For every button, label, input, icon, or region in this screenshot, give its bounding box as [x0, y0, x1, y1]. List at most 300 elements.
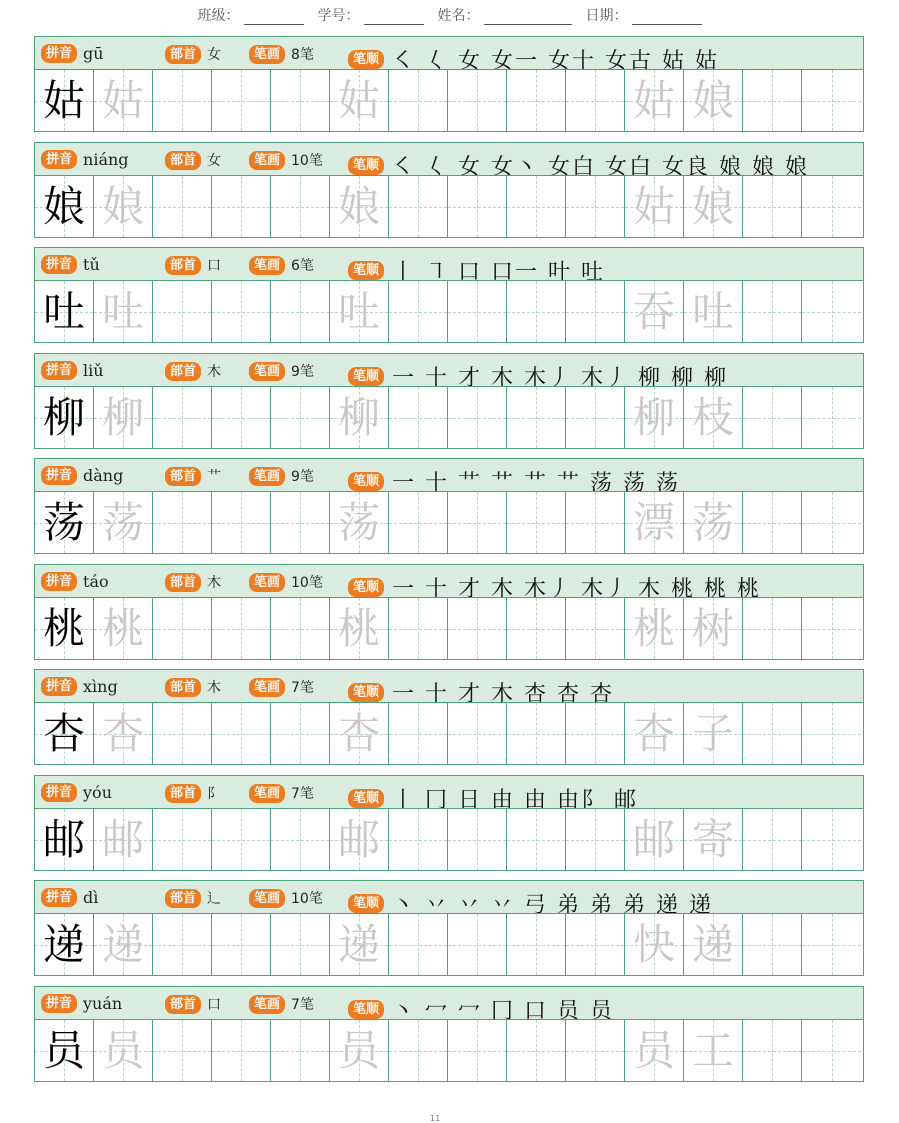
tianzige-row	[34, 491, 864, 554]
character-info-bar	[34, 353, 864, 391]
cell-guide-horizontal	[271, 312, 329, 313]
stroke-count-field	[249, 677, 314, 697]
practice-cell[interactable]	[507, 70, 566, 131]
practice-cell[interactable]	[153, 598, 212, 659]
trace-character: 姑	[337, 75, 380, 125]
cell-guide-horizontal	[743, 207, 801, 208]
practice-cell[interactable]	[507, 281, 566, 342]
pinyin-badge: 拼音	[41, 361, 77, 380]
cell-guide-horizontal	[448, 1051, 506, 1052]
stroke-count-value: 9笔	[291, 469, 314, 485]
cell-guide-horizontal	[271, 734, 329, 735]
cell-guide-horizontal	[566, 945, 624, 946]
word-character-1: 邮	[632, 814, 675, 864]
cell-guide-horizontal	[566, 629, 624, 630]
radical-value: 木	[207, 680, 222, 696]
practice-cell[interactable]	[566, 598, 625, 659]
practice-cell[interactable]	[566, 1020, 625, 1081]
practice-cell[interactable]	[271, 809, 330, 870]
practice-cell[interactable]	[566, 809, 625, 870]
practice-cell[interactable]	[153, 914, 212, 975]
practice-cell[interactable]	[35, 176, 94, 237]
pinyin-field	[41, 677, 118, 696]
cell-guide-horizontal	[389, 840, 447, 841]
radical-value: 女	[207, 153, 222, 169]
practice-cell[interactable]	[802, 1020, 861, 1081]
practice-cell[interactable]	[684, 809, 743, 870]
practice-cell[interactable]	[330, 598, 389, 659]
practice-cell[interactable]	[743, 703, 802, 764]
pinyin-value: yóu	[83, 783, 112, 802]
practice-cell[interactable]	[389, 598, 448, 659]
cell-guide-horizontal	[802, 840, 861, 841]
practice-cell[interactable]	[153, 1020, 212, 1081]
practice-cell[interactable]	[212, 809, 271, 870]
practice-cell[interactable]	[507, 809, 566, 870]
name-blank[interactable]	[484, 10, 572, 25]
practice-cell[interactable]	[684, 176, 743, 237]
practice-cell[interactable]	[271, 703, 330, 764]
radical-field	[165, 255, 221, 275]
radical-value: 木	[207, 575, 222, 591]
radical-field	[165, 44, 221, 64]
practice-cell[interactable]	[94, 281, 153, 342]
radical-field	[165, 466, 221, 486]
character-info-bar	[34, 669, 864, 707]
practice-cell[interactable]	[271, 387, 330, 448]
practice-cell[interactable]	[153, 703, 212, 764]
practice-cell[interactable]	[212, 703, 271, 764]
practice-cell[interactable]	[212, 70, 271, 131]
cell-guide-horizontal	[448, 312, 506, 313]
cell-guide-horizontal	[743, 101, 801, 102]
tianzige-row	[34, 69, 864, 132]
practice-cell[interactable]	[625, 809, 684, 870]
practice-cell[interactable]	[743, 809, 802, 870]
character-info-bar	[34, 142, 864, 180]
practice-cell[interactable]	[212, 492, 271, 553]
pinyin-badge: 拼音	[41, 150, 77, 169]
cell-guide-horizontal	[389, 629, 447, 630]
cell-guide-horizontal	[212, 418, 270, 419]
stroke-order-sequence: 一 十 才 木 木丿 木丿 柳 柳 柳	[392, 366, 728, 391]
radical-badge: 部首	[165, 784, 201, 803]
practice-cell[interactable]	[507, 914, 566, 975]
pinyin-value: táo	[83, 572, 109, 591]
practice-cell[interactable]	[271, 1020, 330, 1081]
practice-cell[interactable]	[271, 281, 330, 342]
practice-cell[interactable]	[153, 809, 212, 870]
practice-cell[interactable]	[743, 387, 802, 448]
stroke-count-field	[249, 888, 323, 908]
practice-cell[interactable]	[566, 281, 625, 342]
practice-cell[interactable]	[212, 914, 271, 975]
stroke-order-sequence: ㇛ 𡿨 女 女一 女十 女古 姑 姑	[392, 49, 719, 74]
word-character-2: 娘	[691, 181, 734, 231]
pinyin-badge: 拼音	[41, 677, 77, 696]
cell-guide-horizontal	[448, 840, 506, 841]
practice-cell[interactable]	[802, 703, 861, 764]
cell-guide-horizontal	[507, 101, 565, 102]
radical-field	[165, 361, 221, 381]
cell-guide-horizontal	[566, 312, 624, 313]
practice-cell[interactable]	[684, 598, 743, 659]
practice-cell[interactable]	[448, 281, 507, 342]
trace-character: 荡	[337, 497, 380, 547]
pinyin-badge: 拼音	[41, 255, 77, 274]
cell-guide-horizontal	[271, 418, 329, 419]
trace-character: 吐	[101, 286, 144, 336]
stroke-order-sequence: 丶 冖 冖 冂 口 员 员	[392, 999, 614, 1024]
practice-cell[interactable]	[448, 914, 507, 975]
trace-character: 桃	[101, 603, 144, 653]
word-character-1: 杏	[632, 708, 675, 758]
practice-cell[interactable]	[389, 70, 448, 131]
practice-cell[interactable]	[389, 914, 448, 975]
practice-cell[interactable]	[389, 281, 448, 342]
practice-cell[interactable]	[743, 176, 802, 237]
practice-cell[interactable]	[684, 1020, 743, 1081]
cell-guide-horizontal	[153, 629, 211, 630]
practice-cell[interactable]	[94, 703, 153, 764]
practice-cell[interactable]	[212, 387, 271, 448]
character-info-bar	[34, 775, 864, 813]
practice-cell[interactable]	[743, 281, 802, 342]
stroke-count-field	[249, 994, 314, 1014]
cell-guide-horizontal	[212, 840, 270, 841]
pinyin-field	[41, 44, 104, 63]
cell-guide-horizontal	[566, 734, 624, 735]
practice-cell[interactable]	[802, 598, 861, 659]
cell-guide-horizontal	[212, 101, 270, 102]
practice-cell[interactable]	[389, 387, 448, 448]
practice-cell[interactable]	[94, 387, 153, 448]
practice-cell[interactable]	[684, 914, 743, 975]
stroke-count-badge: 笔画	[249, 256, 285, 275]
cell-guide-horizontal	[566, 418, 624, 419]
trace-character: 柳	[101, 392, 144, 442]
cell-guide-horizontal	[802, 734, 861, 735]
pinyin-badge: 拼音	[41, 783, 77, 802]
stroke-order-badge: 笔顺	[348, 894, 384, 913]
radical-value: 女	[207, 47, 222, 63]
model-character: 吐	[42, 286, 85, 336]
cell-guide-horizontal	[153, 840, 211, 841]
practice-cell[interactable]	[743, 914, 802, 975]
cell-guide-horizontal	[153, 418, 211, 419]
practice-cell[interactable]	[35, 598, 94, 659]
cell-guide-horizontal	[389, 207, 447, 208]
stroke-order-badge: 笔顺	[348, 50, 384, 69]
pinyin-value: dàng	[83, 466, 124, 485]
cell-guide-horizontal	[212, 1051, 270, 1052]
pinyin-field	[41, 255, 100, 274]
practice-cell[interactable]	[35, 1020, 94, 1081]
practice-cell[interactable]	[566, 176, 625, 237]
practice-cell[interactable]	[94, 70, 153, 131]
stroke-count-badge: 笔画	[249, 889, 285, 908]
practice-cell[interactable]	[684, 492, 743, 553]
stroke-count-badge: 笔画	[249, 678, 285, 697]
practice-cell[interactable]	[566, 387, 625, 448]
practice-cell[interactable]	[625, 598, 684, 659]
practice-cell[interactable]	[448, 70, 507, 131]
cell-guide-horizontal	[153, 1051, 211, 1052]
cell-guide-horizontal	[389, 312, 447, 313]
cell-guide-horizontal	[507, 840, 565, 841]
cell-guide-horizontal	[743, 734, 801, 735]
trace-character: 邮	[101, 814, 144, 864]
stroke-order-sequence: 一 十 才 木 杏 杏 杏	[392, 682, 614, 707]
cell-guide-horizontal	[507, 523, 565, 524]
practice-cell[interactable]	[212, 176, 271, 237]
pinyin-value: tǔ	[83, 255, 100, 274]
character-block	[34, 247, 864, 343]
practice-cell[interactable]	[566, 492, 625, 553]
cell-guide-horizontal	[448, 418, 506, 419]
cell-guide-horizontal	[389, 1051, 447, 1052]
cell-guide-horizontal	[507, 207, 565, 208]
trace-character: 吐	[337, 286, 380, 336]
practice-cell[interactable]	[684, 703, 743, 764]
radical-field	[165, 783, 221, 803]
character-block	[34, 564, 864, 660]
pinyin-field	[41, 466, 123, 485]
stroke-order-badge: 笔顺	[348, 367, 384, 386]
practice-cell[interactable]	[271, 70, 330, 131]
practice-cell[interactable]	[448, 809, 507, 870]
word-character-2: 娘	[691, 75, 734, 125]
trace-character: 员	[101, 1025, 144, 1075]
practice-cell[interactable]	[507, 387, 566, 448]
practice-cell[interactable]	[507, 703, 566, 764]
practice-cell[interactable]	[802, 914, 861, 975]
character-info-bar	[34, 986, 864, 1024]
stroke-count-value: 7笔	[291, 997, 314, 1013]
practice-cell[interactable]	[448, 492, 507, 553]
pinyin-value: niáng	[83, 150, 129, 169]
practice-cell[interactable]	[507, 1020, 566, 1081]
practice-cell[interactable]	[625, 914, 684, 975]
practice-cell[interactable]	[566, 703, 625, 764]
pinyin-field	[41, 361, 104, 380]
practice-cell[interactable]	[94, 598, 153, 659]
practice-cell[interactable]	[684, 70, 743, 131]
practice-cell[interactable]	[684, 281, 743, 342]
class-blank[interactable]	[244, 10, 304, 25]
practice-cell[interactable]	[271, 914, 330, 975]
radical-badge: 部首	[165, 889, 201, 908]
practice-cell[interactable]	[507, 492, 566, 553]
cell-guide-horizontal	[389, 945, 447, 946]
stroke-order-badge: 笔顺	[348, 156, 384, 175]
date-field: 日期：	[586, 5, 702, 25]
practice-cell[interactable]	[330, 176, 389, 237]
practice-cell[interactable]	[566, 70, 625, 131]
cell-guide-horizontal	[507, 945, 565, 946]
stroke-count-badge: 笔画	[249, 45, 285, 64]
tianzige-row	[34, 1019, 864, 1082]
practice-cell[interactable]	[153, 281, 212, 342]
word-character-2: 枝	[691, 392, 734, 442]
stroke-count-field	[249, 783, 314, 803]
cell-guide-horizontal	[212, 734, 270, 735]
radical-value: 木	[207, 364, 222, 380]
student-id-blank[interactable]	[364, 10, 424, 25]
practice-cell[interactable]	[35, 809, 94, 870]
stroke-count-value: 9笔	[291, 364, 314, 380]
practice-cell[interactable]	[448, 598, 507, 659]
practice-cell[interactable]	[35, 492, 94, 553]
practice-cell[interactable]	[448, 703, 507, 764]
practice-cell[interactable]	[35, 703, 94, 764]
stroke-count-value: 8笔	[291, 47, 314, 63]
practice-cell[interactable]	[448, 176, 507, 237]
practice-cell[interactable]	[94, 809, 153, 870]
practice-cell[interactable]	[330, 492, 389, 553]
trace-character: 柳	[337, 392, 380, 442]
practice-cell[interactable]	[625, 1020, 684, 1081]
practice-cell[interactable]	[507, 176, 566, 237]
character-info-bar	[34, 247, 864, 285]
practice-cell[interactable]	[448, 1020, 507, 1081]
class-field: 班级：	[198, 5, 304, 25]
radical-badge: 部首	[165, 573, 201, 592]
pinyin-badge: 拼音	[41, 44, 77, 63]
stroke-count-field	[249, 150, 323, 170]
date-blank[interactable]	[632, 10, 702, 25]
trace-character: 娘	[101, 181, 144, 231]
trace-character: 员	[337, 1025, 380, 1075]
practice-cell[interactable]	[625, 703, 684, 764]
practice-cell[interactable]	[153, 387, 212, 448]
pinyin-badge: 拼音	[41, 888, 77, 907]
practice-cell[interactable]	[389, 492, 448, 553]
practice-cell[interactable]	[802, 492, 861, 553]
practice-cell[interactable]	[94, 1020, 153, 1081]
practice-cell[interactable]	[271, 598, 330, 659]
practice-cell[interactable]	[743, 1020, 802, 1081]
practice-cell[interactable]	[625, 492, 684, 553]
student-id-field: 学号：	[318, 5, 424, 25]
practice-cell[interactable]	[153, 492, 212, 553]
practice-cell[interactable]	[625, 176, 684, 237]
character-info-bar	[34, 458, 864, 496]
practice-cell[interactable]	[802, 176, 861, 237]
practice-cell[interactable]	[802, 809, 861, 870]
practice-cell[interactable]	[153, 70, 212, 131]
stroke-order-sequence: ㇛ 𡿨 女 女丶 女白 女白 女良 娘 娘 娘	[392, 155, 809, 180]
practice-cell[interactable]	[330, 914, 389, 975]
radical-field	[165, 677, 221, 697]
practice-cell[interactable]	[684, 387, 743, 448]
practice-cell[interactable]	[35, 914, 94, 975]
practice-cell[interactable]	[743, 492, 802, 553]
radical-field	[165, 994, 221, 1014]
stroke-count-badge: 笔画	[249, 573, 285, 592]
practice-cell[interactable]	[802, 70, 861, 131]
practice-cell[interactable]	[389, 809, 448, 870]
practice-cell[interactable]	[94, 914, 153, 975]
practice-cell[interactable]	[212, 281, 271, 342]
tianzige-row	[34, 597, 864, 660]
practice-cell[interactable]	[330, 1020, 389, 1081]
cell-guide-horizontal	[743, 1051, 801, 1052]
practice-cell[interactable]	[743, 70, 802, 131]
practice-cell[interactable]	[271, 492, 330, 553]
practice-cell[interactable]	[330, 281, 389, 342]
practice-cell[interactable]	[94, 176, 153, 237]
practice-cell[interactable]	[330, 387, 389, 448]
practice-cell[interactable]	[153, 176, 212, 237]
pinyin-field	[41, 994, 122, 1013]
word-character-1: 员	[632, 1025, 675, 1075]
practice-cell[interactable]	[94, 492, 153, 553]
cell-guide-horizontal	[271, 945, 329, 946]
stroke-order-badge: 笔顺	[348, 261, 384, 280]
practice-cell[interactable]	[35, 70, 94, 131]
cell-guide-horizontal	[743, 629, 801, 630]
practice-cell[interactable]	[625, 281, 684, 342]
cell-guide-horizontal	[802, 1051, 861, 1052]
practice-cell[interactable]	[330, 70, 389, 131]
practice-cell[interactable]	[389, 703, 448, 764]
radical-value: 辶	[207, 891, 222, 907]
practice-cell[interactable]	[389, 176, 448, 237]
cell-guide-horizontal	[507, 629, 565, 630]
cell-guide-horizontal	[507, 418, 565, 419]
practice-cell[interactable]	[625, 387, 684, 448]
trace-character: 姑	[101, 75, 144, 125]
practice-cell[interactable]	[212, 598, 271, 659]
practice-cell[interactable]	[35, 281, 94, 342]
radical-badge: 部首	[165, 256, 201, 275]
cell-guide-horizontal	[153, 945, 211, 946]
pinyin-badge: 拼音	[41, 572, 77, 591]
word-character-1: 姑	[632, 75, 675, 125]
practice-cell[interactable]	[566, 914, 625, 975]
practice-cell[interactable]	[802, 281, 861, 342]
practice-cell[interactable]	[212, 1020, 271, 1081]
practice-cell[interactable]	[389, 1020, 448, 1081]
stroke-order-sequence: 一 十 才 木 木丿 木丿 木 桃 桃 桃	[392, 577, 761, 602]
word-character-1: 吞	[632, 286, 675, 336]
stroke-order-sequence: 一 十 艹 艹 艹 艹 荡 荡 荡	[392, 471, 680, 496]
model-character: 柳	[42, 392, 85, 442]
pinyin-value: yuán	[83, 994, 123, 1013]
character-block	[34, 458, 864, 554]
stroke-count-value: 10笔	[291, 891, 323, 907]
cell-guide-horizontal	[271, 629, 329, 630]
practice-cell[interactable]	[507, 598, 566, 659]
model-character: 荡	[42, 497, 85, 547]
pinyin-value: liǔ	[83, 361, 104, 380]
practice-cell[interactable]	[35, 387, 94, 448]
practice-cell[interactable]	[330, 703, 389, 764]
model-character: 娘	[42, 181, 85, 231]
word-character-2: 荡	[691, 497, 734, 547]
cell-guide-horizontal	[153, 312, 211, 313]
name-field: 姓名：	[438, 5, 572, 25]
practice-cell[interactable]	[743, 598, 802, 659]
practice-cell[interactable]	[448, 387, 507, 448]
practice-cell[interactable]	[802, 387, 861, 448]
practice-cell[interactable]	[330, 809, 389, 870]
stroke-count-badge: 笔画	[249, 784, 285, 803]
practice-cell[interactable]	[625, 70, 684, 131]
practice-cell[interactable]	[271, 176, 330, 237]
cell-guide-horizontal	[212, 523, 270, 524]
